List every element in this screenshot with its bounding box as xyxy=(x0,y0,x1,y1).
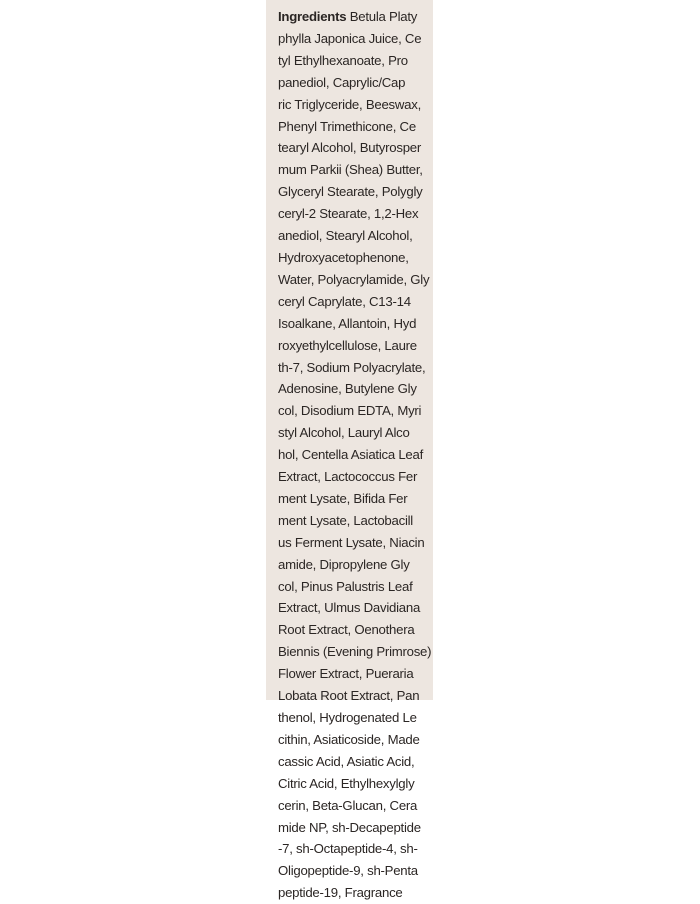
ingredients-line: cithin, Asiaticoside, Made xyxy=(278,731,420,747)
ingredients-line: ment Lysate, Lactobacill xyxy=(278,512,413,528)
ingredients-line: amide, Dipropylene Gly xyxy=(278,556,410,572)
ingredients-line: roxyethylcellulose, Laure xyxy=(278,337,417,353)
ingredients-line: Citric Acid, Ethylhexylgly xyxy=(278,775,415,791)
ingredients-line: Flower Extract, Pueraria xyxy=(278,666,414,682)
ingredients-line: -7, sh-Octapeptide-4, sh- xyxy=(278,841,418,857)
ingredients-line: Biennis (Evening Primrose) xyxy=(278,644,432,660)
ingredients-line: mum Parkii (Shea) Butter, xyxy=(278,162,423,178)
ingredients-line: ceryl-2 Stearate, 1,2-Hex xyxy=(278,206,419,222)
ingredients-line: cassic Acid, Asiatic Acid, xyxy=(278,753,415,769)
ingredients-line: mide NP, sh-Decapeptide xyxy=(278,819,421,835)
ingredients-line: Water, Polyacrylamide, Gly xyxy=(278,271,430,287)
ingredients-line: tyl Ethylhexanoate, Pro xyxy=(278,52,408,68)
ingredients-line: anediol, Stearyl Alcohol, xyxy=(278,228,413,244)
ingredients-line: panediol, Caprylic/Cap xyxy=(278,74,406,90)
ingredients-line: th-7, Sodium Polyacrylate, xyxy=(278,359,426,375)
ingredients-heading: Ingredients xyxy=(278,9,347,24)
ingredients-line: us Ferment Lysate, Niacin xyxy=(278,534,425,550)
ingredients-line: col, Disodium EDTA, Myri xyxy=(278,403,422,419)
ingredients-line: thenol, Hydrogenated Le xyxy=(278,710,417,725)
ingredients-line: cerin, Beta-Glucan, Cera xyxy=(278,797,418,813)
ingredients-line: Extract, Ulmus Davidiana xyxy=(278,600,421,616)
ingredients-line: peptide-19, Fragrance xyxy=(278,885,403,901)
ingredients-line: ceryl Caprylate, C13-14 xyxy=(278,293,411,309)
ingredients-line: col, Pinus Palustris Leaf xyxy=(278,578,413,594)
ingredients-line: Oligopeptide-9, sh-Penta xyxy=(278,863,418,879)
ingredients-line: Hydroxyacetophenone, xyxy=(278,249,409,265)
ingredients-text-block xyxy=(278,6,431,904)
ingredients-line: tearyl Alcohol, Butyrosper xyxy=(278,140,422,156)
ingredients-line: phylla Japonica Juice, Ce xyxy=(278,30,422,46)
ingredients-line: Glyceryl Stearate, Polygly xyxy=(278,184,423,200)
ingredients-line: styl Alcohol, Lauryl Alco xyxy=(278,425,410,441)
ingredients-line: ric Triglyceride, Beeswax, xyxy=(278,96,422,112)
ingredients-line: hol, Centella Asiatica Leaf xyxy=(278,447,424,463)
ingredients-line: Adenosine, Butylene Gly xyxy=(278,381,417,397)
ingredients-line: Extract, Lactococcus Fer xyxy=(278,469,418,485)
ingredients-first-line: Betula Platy xyxy=(346,9,418,24)
ingredients-line: Phenyl Trimethicone, Ce xyxy=(278,118,416,134)
ingredients-line: Root Extract, Oenothera xyxy=(278,622,415,638)
ingredients-line: Isoalkane, Allantoin, Hyd xyxy=(278,315,417,331)
ingredients-line: ment Lysate, Bifida Fer xyxy=(278,490,408,506)
ingredients-line: Lobata Root Extract, Pan xyxy=(278,688,420,704)
